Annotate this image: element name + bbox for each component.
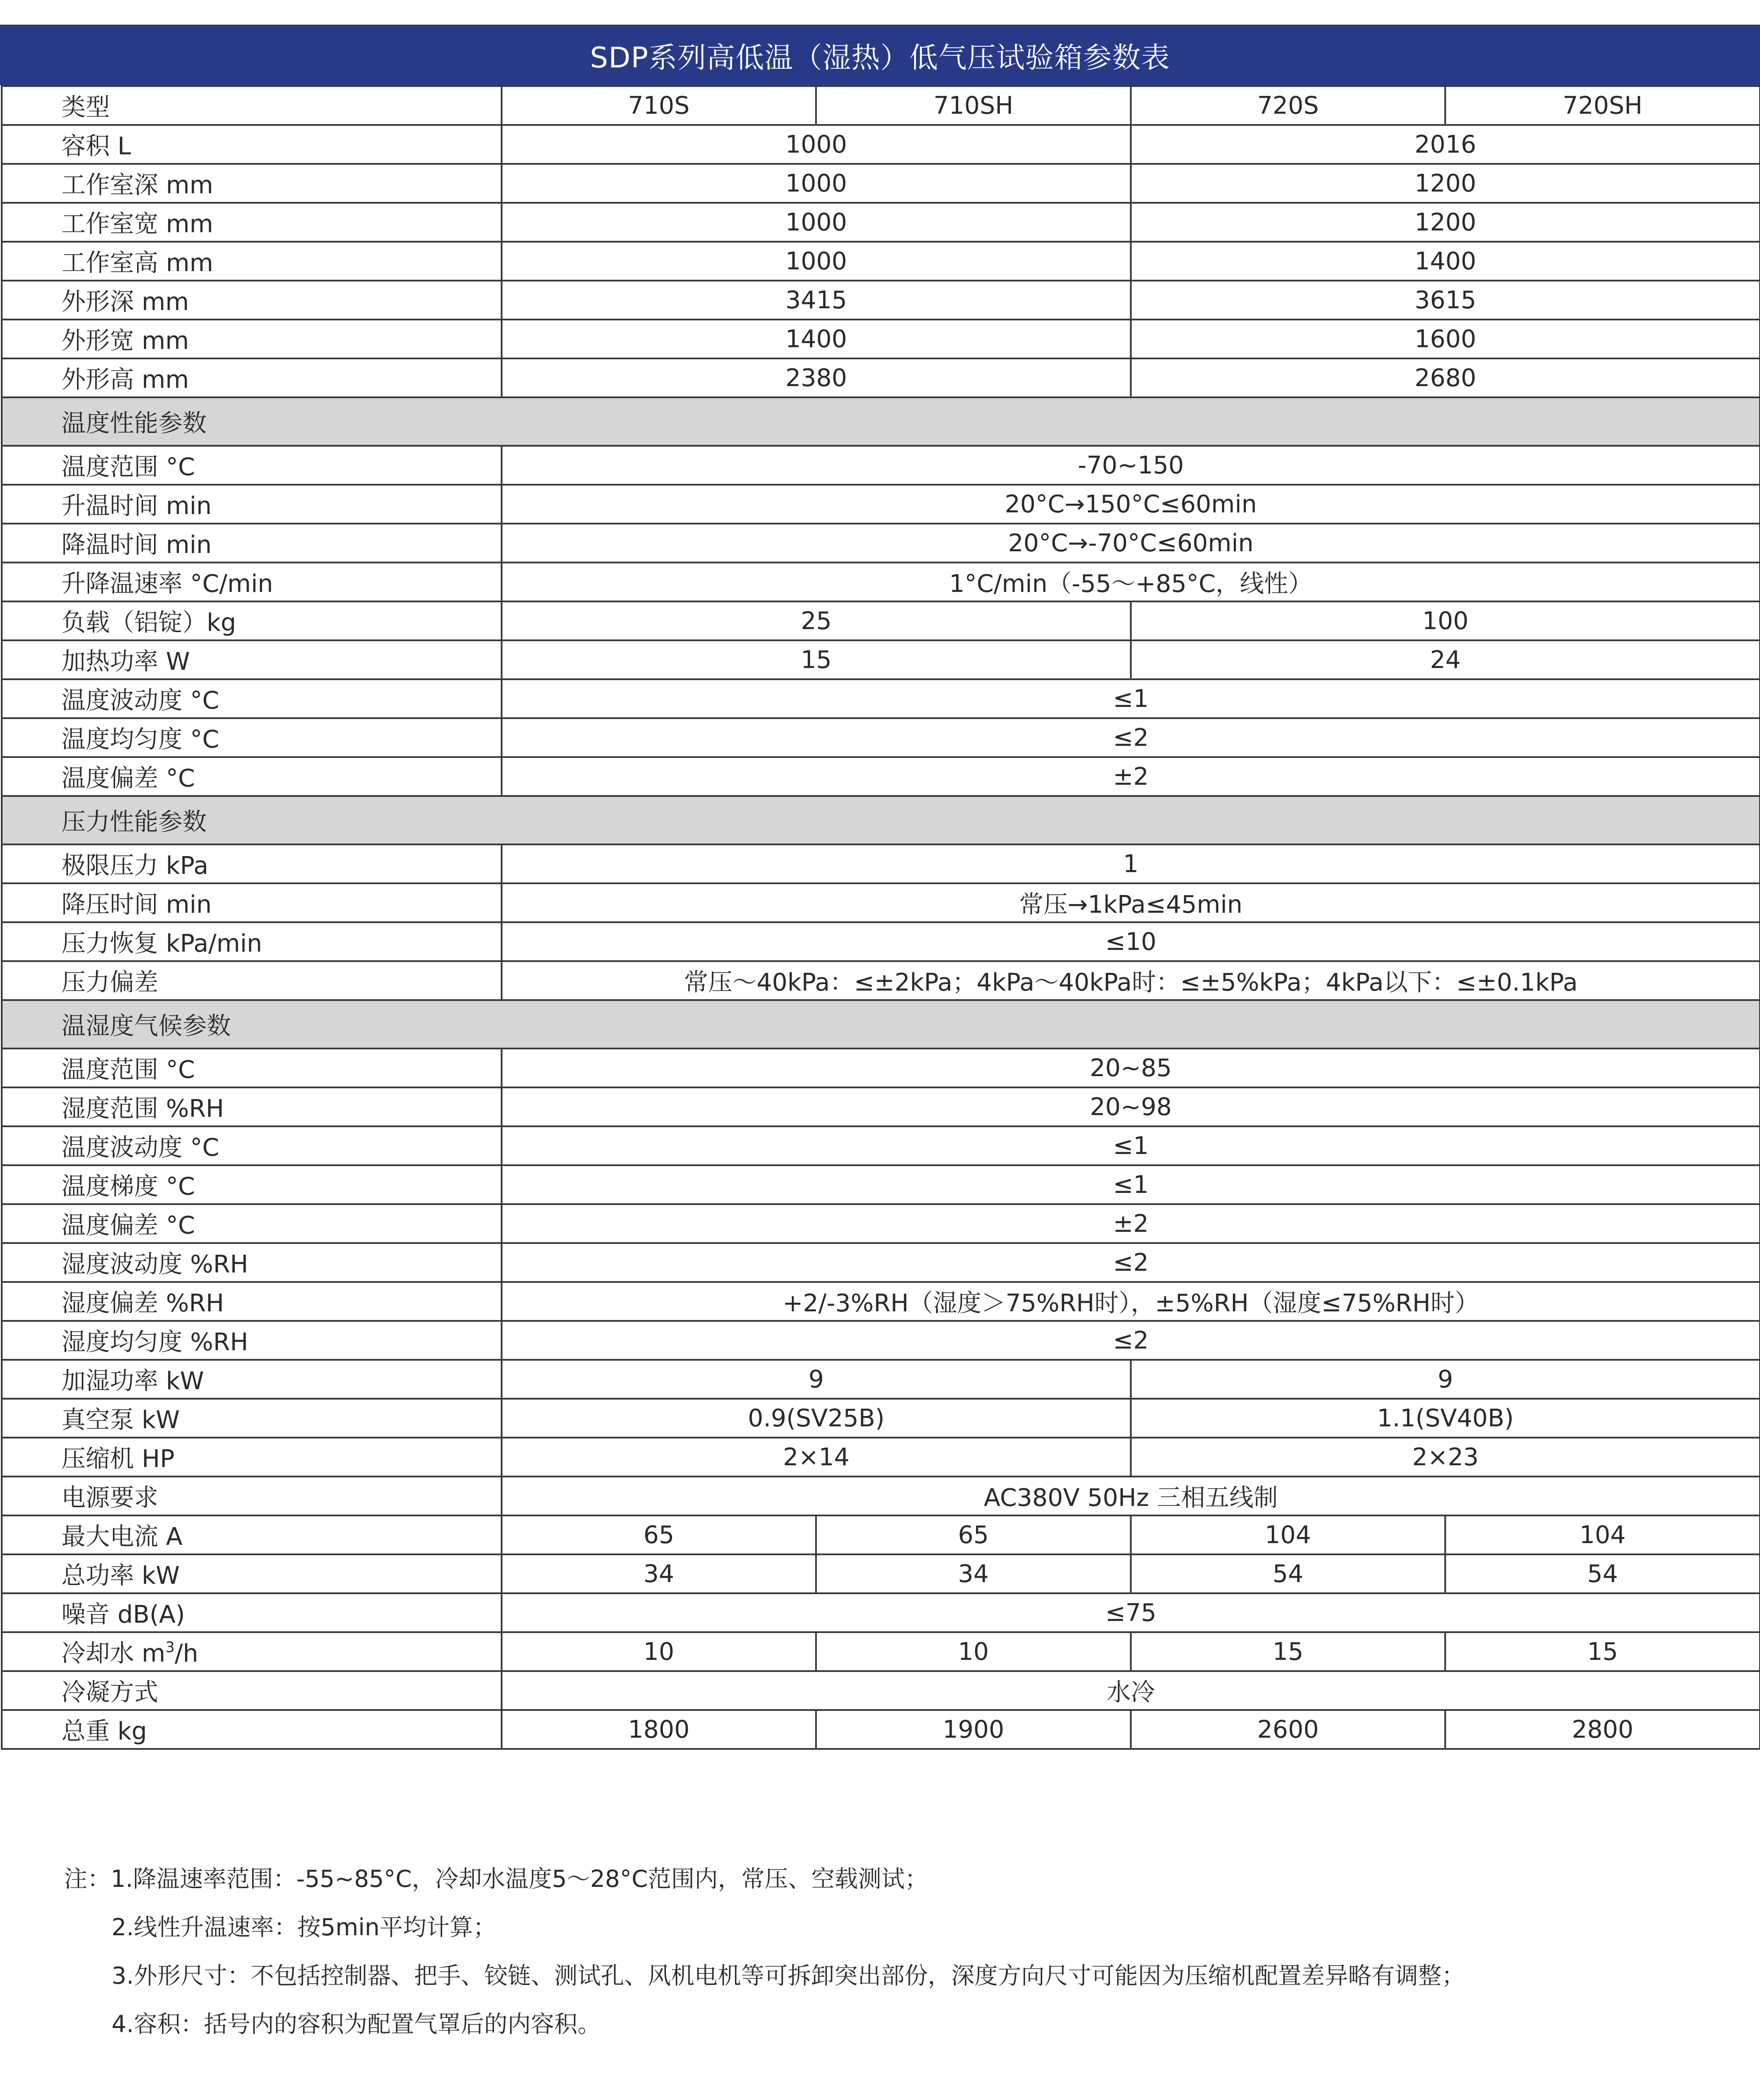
spec-label-text: 温度偏差 °C [61, 764, 195, 793]
spec-label [2, 1632, 502, 1671]
spec-label-text: 升降温速率 °C/min [61, 570, 273, 598]
spec-label [2, 1710, 502, 1749]
spec-value: 15 [1445, 1632, 1760, 1671]
spec-label-text: 工作室深 mm [61, 171, 213, 199]
spec-value: 20°C→150°C≤60min [502, 485, 1760, 524]
spec-label [2, 203, 502, 242]
spec-label [2, 640, 502, 679]
spec-value: 24 [1131, 640, 1760, 679]
notes-block [64, 1855, 1465, 2049]
spec-value: 2680 [1131, 358, 1760, 397]
spec-label-text: 极限压力 kPa [61, 852, 208, 880]
spec-label-text: 电源要求 [61, 1484, 158, 1512]
spec-label-text: 总重 kg [61, 1717, 147, 1745]
spec-value: 3615 [1131, 281, 1760, 320]
spec-row [2, 883, 1760, 922]
spec-label-text: 温度波动度 °C [61, 1134, 219, 1162]
note-line: 4.容积：括号内的容积为配置气罩后的内容积。 [112, 2011, 601, 2038]
model-header: 710SH [816, 86, 1131, 125]
spec-value: 1000 [502, 164, 1131, 203]
spec-row [2, 961, 1760, 1000]
spec-row [2, 1477, 1760, 1515]
spec-value: 9 [502, 1360, 1131, 1399]
spec-row [2, 1087, 1760, 1126]
spec-value: 10 [502, 1632, 816, 1671]
spec-label [2, 1438, 502, 1477]
spec-value: 1 [502, 844, 1760, 883]
spec-label-text: 加湿功率 kW [61, 1367, 204, 1395]
section-header-row [2, 1000, 1760, 1048]
spec-value: -70~150 [502, 446, 1760, 485]
spec-label [2, 358, 502, 397]
spec-label-text: 外形深 mm [61, 288, 189, 316]
spec-row [2, 1204, 1760, 1243]
spec-row [2, 1048, 1760, 1087]
spec-label [2, 1554, 502, 1593]
spec-row [2, 524, 1760, 563]
spec-label-text: 温度范围 °C [61, 1056, 195, 1084]
spec-value: 100 [1131, 601, 1760, 640]
spec-label [2, 757, 502, 796]
spec-value: 水冷 [502, 1671, 1760, 1710]
spec-label [2, 524, 502, 563]
spec-value: 1800 [502, 1710, 816, 1749]
spec-value: 25 [502, 601, 1131, 640]
spec-label [2, 844, 502, 883]
spec-label [2, 1399, 502, 1438]
section-header-row [2, 796, 1760, 844]
unit-suffix: /h [175, 1640, 198, 1668]
spec-label-text: 工作室高 mm [61, 249, 213, 277]
spec-sheet [0, 25, 1760, 1750]
spec-row [2, 125, 1760, 164]
spec-value: 2800 [1445, 1710, 1760, 1749]
spec-row [2, 1593, 1760, 1632]
spec-value: 常压→1kPa≤45min [502, 883, 1760, 922]
spec-label-text: 负载（铝锭）kg [61, 609, 236, 637]
spec-value: 1000 [502, 242, 1131, 281]
spec-value: 65 [816, 1515, 1131, 1554]
spec-label [2, 1204, 502, 1243]
spec-value: 1°C/min（-55～+85°C，线性） [502, 563, 1760, 601]
spec-row [2, 1554, 1760, 1593]
spec-value: 0.9(SV25B) [502, 1399, 1131, 1438]
section-title: 温度性能参数 [2, 397, 1760, 446]
spec-label-text: 温度偏差 °C [61, 1211, 195, 1240]
spec-value: 20°C→-70°C≤60min [502, 524, 1760, 563]
spec-row [2, 844, 1760, 883]
spec-value: 9 [1131, 1360, 1760, 1399]
spec-row [2, 1632, 1760, 1671]
model-header: 720S [1131, 86, 1445, 125]
spec-label [2, 961, 502, 1000]
spec-label [2, 125, 502, 164]
spec-value: ≤2 [502, 1321, 1760, 1360]
spec-label [2, 718, 502, 757]
spec-label-text: 真空泵 kW [61, 1406, 180, 1434]
spec-label-text: 降温时间 min [61, 531, 212, 559]
spec-row [2, 640, 1760, 679]
note-line: 2.线性升温速率：按5min平均计算； [112, 1914, 496, 1941]
spec-row [2, 281, 1760, 320]
spec-value: 34 [816, 1554, 1131, 1593]
spec-row [2, 1165, 1760, 1204]
spec-label [2, 1087, 502, 1126]
spec-row [2, 358, 1760, 397]
spec-table-body [2, 86, 1760, 1749]
spec-label [2, 883, 502, 922]
spec-value: 54 [1445, 1554, 1760, 1593]
spec-value: 1000 [502, 203, 1131, 242]
spec-row [2, 601, 1760, 640]
spec-value: 2×14 [502, 1438, 1131, 1477]
spec-label-text: 湿度均匀度 %RH [61, 1328, 249, 1356]
spec-label [2, 1477, 502, 1515]
spec-label-text: 工作室宽 mm [61, 210, 213, 238]
spec-label [2, 679, 502, 718]
spec-row [2, 679, 1760, 718]
spec-row [2, 485, 1760, 524]
spec-row [2, 446, 1760, 485]
unit-superscript: 3 [165, 1639, 175, 1656]
spec-value: 1.1(SV40B) [1131, 1399, 1760, 1438]
spec-value: 20~98 [502, 1087, 1760, 1126]
spec-label-text: 总功率 kW [61, 1562, 180, 1590]
spec-label-text: 压缩机 HP [61, 1445, 175, 1473]
section-header-row [2, 397, 1760, 446]
spec-row [2, 164, 1760, 203]
spec-label-text: 温度均匀度 °C [61, 726, 219, 754]
spec-value: 15 [1131, 1632, 1445, 1671]
spec-label [2, 281, 502, 320]
spec-label-text: 升温时间 min [61, 492, 212, 520]
section-title: 压力性能参数 [2, 796, 1760, 844]
spec-label [2, 601, 502, 640]
spec-value: 20~85 [502, 1048, 1760, 1087]
spec-value: 34 [502, 1554, 816, 1593]
spec-value: 104 [1131, 1515, 1445, 1554]
spec-row [2, 320, 1760, 358]
spec-value: ±2 [502, 757, 1760, 796]
section-title: 温湿度气候参数 [2, 1000, 1760, 1048]
spec-label-text: 降压时间 min [61, 891, 212, 919]
spec-value: 3415 [502, 281, 1131, 320]
spec-label-text: 温度梯度 °C [61, 1173, 195, 1201]
spec-label-text: 湿度偏差 %RH [61, 1289, 224, 1317]
spec-label [2, 1126, 502, 1165]
spec-label-text: 冷凝方式 [61, 1678, 158, 1707]
spec-value: 1400 [1131, 242, 1760, 281]
spec-label [2, 1243, 502, 1282]
table-title: SDP系列高低温（湿热）低气压试验箱参数表 [0, 25, 1760, 85]
spec-value: 2600 [1131, 1710, 1445, 1749]
model-header: 710S [502, 86, 816, 125]
spec-value: ≤1 [502, 679, 1760, 718]
spec-row [2, 1282, 1760, 1321]
spec-value: ≤2 [502, 1243, 1760, 1282]
header-label: 类型 [2, 86, 502, 125]
spec-value: 1400 [502, 320, 1131, 358]
model-header: 720SH [1445, 86, 1760, 125]
spec-row [2, 757, 1760, 796]
spec-value: 常压～40kPa：≤±2kPa；4kPa～40kPa时：≤±5%kPa；4kPa以下：≤±0.1kPa [502, 961, 1760, 1000]
spec-label-text: 湿度波动度 %RH [61, 1250, 249, 1279]
spec-row [2, 203, 1760, 242]
spec-value: 1600 [1131, 320, 1760, 358]
spec-value: ≤1 [502, 1165, 1760, 1204]
spec-value: AC380V 50Hz 三相五线制 [502, 1477, 1760, 1515]
spec-label [2, 1360, 502, 1399]
spec-row [2, 1126, 1760, 1165]
spec-value: 54 [1131, 1554, 1445, 1593]
spec-value: 104 [1445, 1515, 1760, 1554]
spec-row [2, 1438, 1760, 1477]
spec-value: +2/-3%RH（湿度＞75%RH时），±5%RH（湿度≤75%RH时） [502, 1282, 1760, 1321]
spec-value: 2380 [502, 358, 1131, 397]
spec-label-text: 压力恢复 kPa/min [61, 930, 262, 958]
spec-value: ≤10 [502, 922, 1760, 961]
spec-label-text: 容积 L [61, 132, 131, 160]
spec-row [2, 1515, 1760, 1554]
spec-label-text: 最大电流 A [61, 1523, 183, 1551]
spec-label [2, 446, 502, 485]
spec-label-text: 压力偏差 [61, 968, 158, 997]
spec-value: 2×23 [1131, 1438, 1760, 1477]
spec-value: 1200 [1131, 164, 1760, 203]
spec-row [2, 1671, 1760, 1710]
spec-value: ≤2 [502, 718, 1760, 757]
spec-label [2, 1593, 502, 1632]
spec-label-text: 加热功率 W [61, 648, 190, 676]
spec-value: 65 [502, 1515, 816, 1554]
spec-label-text: 冷却水 m [61, 1640, 166, 1668]
spec-value: 15 [502, 640, 1131, 679]
spec-value: 1200 [1131, 203, 1760, 242]
spec-label [2, 485, 502, 524]
spec-value: ±2 [502, 1204, 1760, 1243]
spec-row [2, 563, 1760, 601]
spec-label-text: 噪音 dB(A) [61, 1601, 185, 1629]
spec-label [2, 1671, 502, 1710]
spec-label [2, 1048, 502, 1087]
spec-value: 1000 [502, 125, 1131, 164]
spec-label-text: 温度波动度 °C [61, 687, 219, 715]
spec-row [2, 718, 1760, 757]
spec-label [2, 1321, 502, 1360]
spec-label [2, 1515, 502, 1554]
spec-label-text: 外形宽 mm [61, 327, 189, 355]
note-line: 注：1.降温速率范围：-55~85°C，冷却水温度5～28°C范围内，常压、空载测试； [64, 1865, 928, 1892]
header-row [2, 86, 1760, 125]
note-line: 3.外形尺寸：不包括控制器、把手、铰链、测试孔、风机电机等可拆卸突出部份，深度方向尺寸可能因为压缩机配置差异略有调整； [112, 1962, 1465, 1989]
spec-value: 2016 [1131, 125, 1760, 164]
spec-row [2, 1243, 1760, 1282]
spec-row [2, 242, 1760, 281]
spec-label [2, 242, 502, 281]
spec-row [2, 1360, 1760, 1399]
spec-row [2, 1321, 1760, 1360]
spec-label [2, 1282, 502, 1321]
spec-label [2, 1165, 502, 1204]
spec-row [2, 922, 1760, 961]
spec-label-text: 温度范围 °C [61, 453, 195, 481]
spec-row [2, 1710, 1760, 1749]
spec-label [2, 922, 502, 961]
spec-label [2, 563, 502, 601]
spec-value: 10 [816, 1632, 1131, 1671]
spec-value: ≤1 [502, 1126, 1760, 1165]
spec-table [1, 85, 1760, 1750]
spec-label [2, 320, 502, 358]
spec-value: ≤75 [502, 1593, 1760, 1632]
spec-value: 1900 [816, 1710, 1131, 1749]
spec-label [2, 164, 502, 203]
spec-label-text: 湿度范围 %RH [61, 1095, 224, 1123]
spec-label-text: 外形高 mm [61, 366, 189, 394]
spec-row [2, 1399, 1760, 1438]
